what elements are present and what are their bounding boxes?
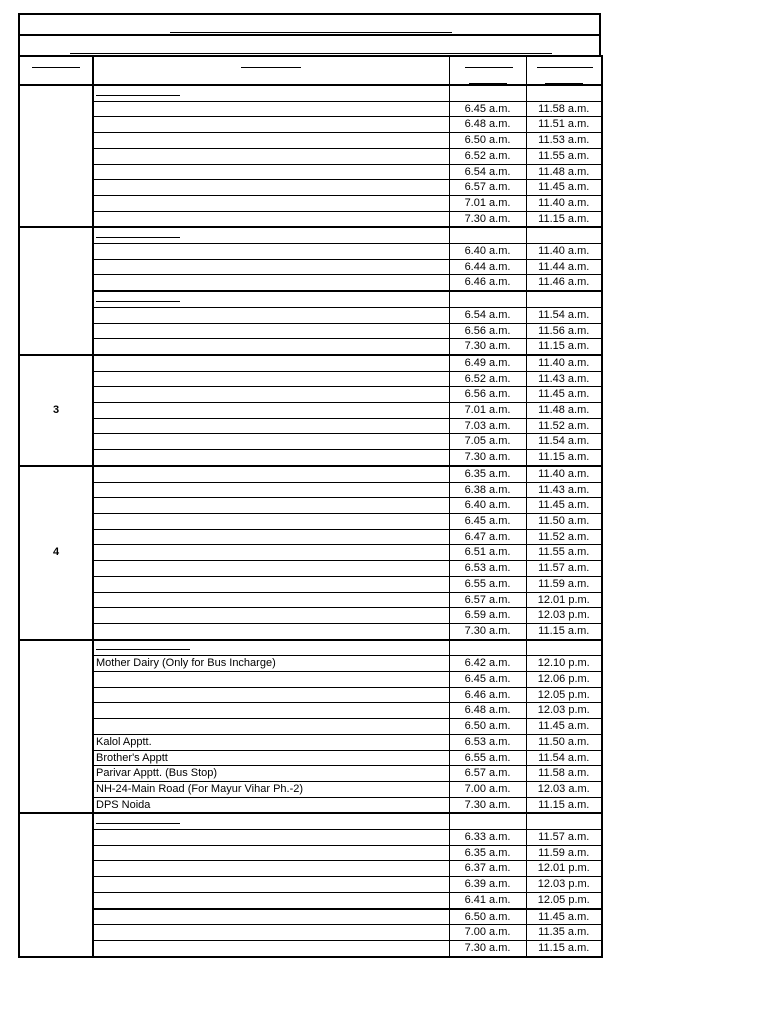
stop-name-cell [93,211,449,227]
morning-time-cell: 7.05 a.m. [449,434,526,450]
morning-time-cell: 6.53 a.m. [449,561,526,577]
afternoon-time-cell: 11.44 a.m. [526,259,602,275]
morning-time-cell: 6.40 a.m. [449,498,526,514]
stop-name-cell [93,164,449,180]
afternoon-time-cell: 11.15 a.m. [526,940,602,956]
bus-number-cell: 4 [19,466,93,640]
route-label-cell [93,813,449,829]
morning-time-cell: 7.30 a.m. [449,940,526,956]
stop-name-cell [93,133,449,149]
route-label-cell [93,640,449,656]
morning-time-cell: 6.48 a.m. [449,703,526,719]
bus-number-cell: 3 [19,355,93,466]
morning-time-cell: 6.45 a.m. [449,101,526,117]
stop-name-cell [93,498,449,514]
morning-time-cell [449,227,526,243]
stop-name-cell [93,450,449,466]
morning-time-cell: 7.30 a.m. [449,623,526,639]
stop-name-cell [93,608,449,624]
stop-name-cell [93,672,449,688]
stop-name-cell [93,623,449,639]
morning-time-cell: 7.00 a.m. [449,781,526,797]
morning-time-cell: 6.45 a.m. [449,513,526,529]
afternoon-time-cell: 11.45 a.m. [526,180,602,196]
timetable-row [19,781,602,797]
route-label-underline [96,95,180,96]
afternoon-time-cell: 11.46 a.m. [526,275,602,291]
timetable-row [19,877,602,893]
stop-name-cell [93,403,449,419]
timetable-row [19,576,602,592]
timetable-row [19,513,602,529]
timetable-row [19,687,602,703]
morning-time-cell: 6.51 a.m. [449,545,526,561]
timetable-row [19,925,602,941]
afternoon-time-cell: 11.43 a.m. [526,482,602,498]
stop-name-cell [93,925,449,941]
timetable-row [19,703,602,719]
morning-time-cell: 6.35 a.m. [449,845,526,861]
afternoon-time-cell: 11.40 a.m. [526,466,602,482]
route-label-underline [96,823,180,824]
bus-timetable [18,55,603,958]
stop-name-cell [93,830,449,846]
timetable-row [19,529,602,545]
morning-time-cell: 6.57 a.m. [449,180,526,196]
timetable-row [19,418,602,434]
timetable-row [19,640,602,656]
afternoon-time-cell: 11.48 a.m. [526,164,602,180]
afternoon-time-cell: 12.03 p.m. [526,608,602,624]
timetable-row [19,227,602,243]
timetable-row [19,85,602,101]
afternoon-time-cell: 11.52 a.m. [526,418,602,434]
timetable-row [19,623,602,639]
afternoon-time-cell: 11.58 a.m. [526,766,602,782]
stop-name-cell [93,339,449,355]
morning-time-cell: 6.48 a.m. [449,117,526,133]
timetable-row [19,434,602,450]
afternoon-time-cell: 11.58 a.m. [526,101,602,117]
stop-name-cell [93,434,449,450]
afternoon-time-cell [526,85,602,101]
afternoon-time-cell: 11.52 a.m. [526,529,602,545]
timetable-row [19,940,602,956]
bus-number-cell [19,85,93,227]
stop-name-cell [93,244,449,260]
timetable-row [19,830,602,846]
afternoon-time-cell: 11.45 a.m. [526,498,602,514]
morning-time-cell: 6.35 a.m. [449,466,526,482]
timetable-row [19,450,602,466]
stop-name-cell: Parivar Apptt. (Bus Stop) [93,766,449,782]
stop-name-cell [93,877,449,893]
stop-name-cell [93,180,449,196]
afternoon-time-cell: 11.54 a.m. [526,307,602,323]
morning-time-cell [449,813,526,829]
afternoon-time-cell: 11.59 a.m. [526,576,602,592]
afternoon-time-cell [526,640,602,656]
stop-name-cell [93,323,449,339]
morning-time-cell: 6.50 a.m. [449,909,526,925]
timetable-row [19,355,602,371]
timetable-row [19,719,602,735]
afternoon-time-cell: 12.05 p.m. [526,892,602,908]
afternoon-time-cell: 11.57 a.m. [526,561,602,577]
timetable-row [19,211,602,227]
stop-name-cell [93,892,449,908]
timetable-row [19,339,602,355]
stop-name-cell [93,592,449,608]
stop-name-cell [93,259,449,275]
morning-time-cell: 6.57 a.m. [449,592,526,608]
afternoon-time-cell: 12.01 p.m. [526,592,602,608]
timetable-row [19,909,602,925]
timetable-sheet [18,13,601,958]
afternoon-time-cell [526,291,602,307]
morning-time-cell: 6.54 a.m. [449,307,526,323]
morning-time-cell: 6.46 a.m. [449,687,526,703]
timetable-row [19,133,602,149]
afternoon-time-cell: 11.40 a.m. [526,355,602,371]
timetable-row [19,750,602,766]
timetable-row [19,148,602,164]
morning-time-cell: 6.55 a.m. [449,576,526,592]
afternoon-time-cell: 11.56 a.m. [526,323,602,339]
morning-time-cell: 7.30 a.m. [449,339,526,355]
stop-name-cell [93,719,449,735]
morning-time-cell: 7.00 a.m. [449,925,526,941]
afternoon-time-cell: 11.45 a.m. [526,387,602,403]
morning-time-cell: 6.56 a.m. [449,387,526,403]
afternoon-time-cell: 11.55 a.m. [526,545,602,561]
timetable-row [19,195,602,211]
timetable-row [19,117,602,133]
timetable-row [19,180,602,196]
bus-number-cell [19,640,93,814]
afternoon-time-cell: 11.55 a.m. [526,148,602,164]
stop-name-cell [93,561,449,577]
header-afternoon [526,56,602,85]
afternoon-time-cell: 12.03 p.m. [526,877,602,893]
morning-time-cell [449,291,526,307]
morning-time-cell: 6.56 a.m. [449,323,526,339]
timetable-row [19,387,602,403]
timetable-row [19,101,602,117]
stop-name-cell [93,703,449,719]
morning-time-cell: 6.38 a.m. [449,482,526,498]
stop-name-cell [93,529,449,545]
stop-name-cell [93,148,449,164]
stop-name-cell [93,307,449,323]
stop-name-cell [93,845,449,861]
timetable-row [19,656,602,672]
morning-time-cell [449,640,526,656]
morning-time-cell: 6.49 a.m. [449,355,526,371]
morning-time-cell [449,85,526,101]
stop-name-cell [93,545,449,561]
morning-time-cell: 7.30 a.m. [449,797,526,813]
afternoon-time-cell: 11.45 a.m. [526,909,602,925]
morning-time-cell: 7.01 a.m. [449,403,526,419]
timetable-row [19,403,602,419]
timetable-row [19,164,602,180]
timetable-row [19,545,602,561]
stop-name-cell [93,940,449,956]
morning-time-cell: 6.59 a.m. [449,608,526,624]
morning-time-cell: 6.41 a.m. [449,892,526,908]
timetable-row [19,845,602,861]
timetable-row [19,734,602,750]
morning-time-cell: 7.30 a.m. [449,450,526,466]
title-row [18,13,601,34]
header-stop [93,56,449,85]
afternoon-time-cell: 11.59 a.m. [526,845,602,861]
bus-number-cell [19,813,93,956]
afternoon-time-cell: 11.54 a.m. [526,434,602,450]
afternoon-time-cell: 11.53 a.m. [526,133,602,149]
timetable-row [19,371,602,387]
afternoon-time-cell: 11.35 a.m. [526,925,602,941]
morning-time-cell: 6.46 a.m. [449,275,526,291]
timetable-row [19,498,602,514]
route-label-underline [96,649,190,650]
timetable-row [19,307,602,323]
route-label-cell [93,227,449,243]
stop-name-cell [93,275,449,291]
morning-time-cell: 6.44 a.m. [449,259,526,275]
morning-time-cell: 6.52 a.m. [449,148,526,164]
timetable-row [19,323,602,339]
stop-name-cell [93,101,449,117]
afternoon-time-cell: 11.15 a.m. [526,623,602,639]
afternoon-time-cell: 11.15 a.m. [526,450,602,466]
afternoon-time-cell: 12.01 p.m. [526,861,602,877]
subtitle-row [18,34,601,55]
timetable-row [19,672,602,688]
route-label-underline [96,237,180,238]
stop-name-cell: Kalol Apptt. [93,734,449,750]
route-label-cell [93,85,449,101]
title-underline [170,32,452,33]
stop-name-cell [93,576,449,592]
route-label-underline [96,301,180,302]
afternoon-time-cell: 11.57 a.m. [526,830,602,846]
morning-time-cell: 6.53 a.m. [449,734,526,750]
morning-time-cell: 6.55 a.m. [449,750,526,766]
stop-name-cell [93,371,449,387]
timetable-row [19,592,602,608]
morning-time-cell: 6.57 a.m. [449,766,526,782]
timetable-row [19,797,602,813]
afternoon-time-cell: 11.15 a.m. [526,339,602,355]
morning-time-cell: 6.40 a.m. [449,244,526,260]
morning-time-cell: 6.37 a.m. [449,861,526,877]
stop-name-cell: Mother Dairy (Only for Bus Incharge) [93,656,449,672]
morning-time-cell: 6.47 a.m. [449,529,526,545]
route-label-cell [93,291,449,307]
timetable-row [19,766,602,782]
afternoon-time-cell [526,813,602,829]
timetable-row [19,259,602,275]
afternoon-time-cell: 11.40 a.m. [526,244,602,260]
timetable-row [19,482,602,498]
morning-time-cell: 6.42 a.m. [449,656,526,672]
column-header-row [19,56,602,85]
morning-time-cell: 6.50 a.m. [449,133,526,149]
afternoon-time-cell: 11.45 a.m. [526,719,602,735]
stop-name-cell [93,355,449,371]
morning-time-cell: 6.39 a.m. [449,877,526,893]
afternoon-time-cell: 12.10 p.m. [526,656,602,672]
timetable-row [19,466,602,482]
stop-name-cell: Brother's Apptt [93,750,449,766]
timetable-row [19,861,602,877]
afternoon-time-cell: 11.50 a.m. [526,513,602,529]
timetable-row [19,275,602,291]
morning-time-cell: 6.52 a.m. [449,371,526,387]
afternoon-time-cell: 11.40 a.m. [526,195,602,211]
stop-name-cell: DPS Noida [93,797,449,813]
afternoon-time-cell: 11.48 a.m. [526,403,602,419]
header-bus-no [19,56,93,85]
stop-name-cell [93,117,449,133]
timetable-row [19,561,602,577]
morning-time-cell: 7.01 a.m. [449,195,526,211]
afternoon-time-cell: 12.05 p.m. [526,687,602,703]
bus-number-cell [19,227,93,355]
morning-time-cell: 7.03 a.m. [449,418,526,434]
timetable-row [19,244,602,260]
timetable-row [19,892,602,908]
stop-name-cell [93,466,449,482]
morning-time-cell: 6.33 a.m. [449,830,526,846]
afternoon-time-cell: 11.50 a.m. [526,734,602,750]
stop-name-cell [93,909,449,925]
stop-name-cell [93,418,449,434]
stop-name-cell [93,482,449,498]
morning-time-cell: 6.54 a.m. [449,164,526,180]
timetable-row [19,813,602,829]
afternoon-time-cell: 11.15 a.m. [526,797,602,813]
timetable-row [19,608,602,624]
afternoon-time-cell: 12.06 p.m. [526,672,602,688]
afternoon-time-cell: 11.43 a.m. [526,371,602,387]
stop-name-cell [93,195,449,211]
stop-name-cell [93,861,449,877]
stop-name-cell [93,513,449,529]
stop-name-cell [93,687,449,703]
stop-name-cell [93,387,449,403]
header-morning [449,56,526,85]
afternoon-time-cell: 12.03 a.m. [526,781,602,797]
stop-name-cell: NH-24-Main Road (For Mayur Vihar Ph.-2) [93,781,449,797]
morning-time-cell: 7.30 a.m. [449,211,526,227]
timetable-body [19,85,602,957]
morning-time-cell: 6.50 a.m. [449,719,526,735]
morning-time-cell: 6.45 a.m. [449,672,526,688]
afternoon-time-cell: 11.51 a.m. [526,117,602,133]
afternoon-time-cell [526,227,602,243]
afternoon-time-cell: 11.15 a.m. [526,211,602,227]
subtitle-underline [70,53,552,54]
afternoon-time-cell: 12.03 p.m. [526,703,602,719]
afternoon-time-cell: 11.54 a.m. [526,750,602,766]
timetable-row [19,291,602,307]
